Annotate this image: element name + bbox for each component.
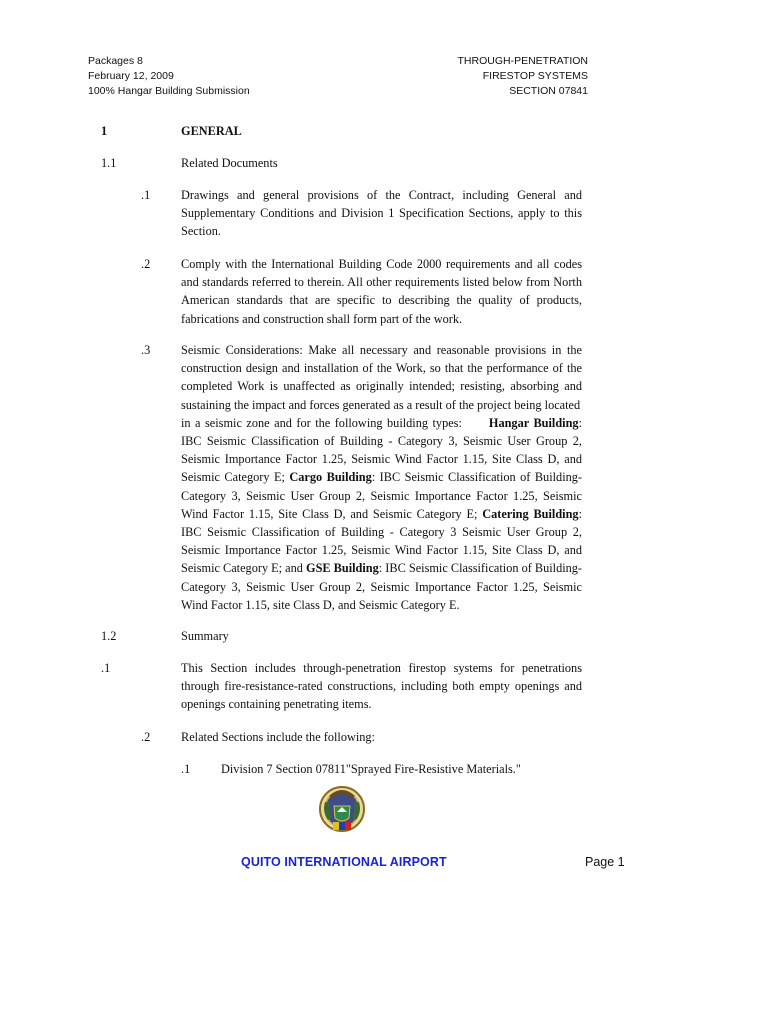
paragraph-line: Category 3, Seismic User Group 2, Seismic Importance Factor 1.25, Seismic [181, 579, 582, 594]
paragraph-line: Wind Factor 1.15, site Class D, and Seismic Category E. [181, 597, 460, 612]
paragraph-section-includes [181, 659, 582, 714]
paragraph-line: IBC Seismic Classification of Building - Category 3, Seismic User Group 2, [181, 434, 582, 449]
section-number: 1 [101, 124, 108, 138]
cargo-building-label: Cargo Building [289, 470, 372, 485]
paragraph-line: Section. [181, 224, 221, 239]
paragraph-line: completed Work is unaffected as originally intended; resisting, absorbing and [181, 379, 582, 394]
related-section-item: Division 7 Section 07811"Sprayed Fire-Resistive Materials." [221, 762, 521, 776]
item-number: .1 [181, 762, 191, 776]
paragraph-line [181, 414, 582, 432]
paragraph-line: Drawings and general provisions of the Contract, including General and [181, 188, 582, 202]
item-number: .3 [141, 343, 151, 357]
catering-building-label: Catering Building [482, 506, 579, 521]
paragraph-line: Category 3, Seismic User Group 2, Seismic Importance Factor 1.25, Seismic [181, 488, 582, 503]
paragraph-line: and standards referred to therein. All other requirements listed below from North [181, 275, 582, 290]
paragraph-related-sections: Related Sections include the following: [181, 730, 375, 744]
header-section-number: SECTION 07841 [509, 85, 588, 97]
paragraph-line: This Section includes through-penetration firestop systems for penetrations [181, 661, 582, 675]
paragraph-line: Seismic Considerations: Make all necessary and reasonable provisions in the [181, 343, 582, 357]
text-run: : [578, 506, 582, 521]
header-package: Packages 8 [88, 55, 143, 67]
item-number: .1 [101, 661, 111, 675]
paragraph-drawings [181, 186, 582, 241]
paragraph-line: through fire-resistance-rated constructions, including both empty openings and [181, 679, 582, 694]
text-run: in a seismic zone and for the following building types: [181, 415, 462, 430]
footer-page-number: Page 1 [585, 855, 625, 869]
gse-building-label: GSE Building [306, 561, 379, 576]
header-date: February 12, 2009 [88, 70, 174, 82]
text-run: : IBC Seismic Classification of Building- [371, 470, 582, 485]
subsection-title-related-documents: Related Documents [181, 156, 278, 170]
paragraph-comply [181, 255, 582, 328]
header-submission: 100% Hangar Building Submission [88, 85, 250, 97]
paragraph-line: Supplementary Conditions and Division 1 Specification Sections, apply to this [181, 206, 582, 221]
paragraph-line [181, 468, 582, 486]
item-number: .1 [141, 188, 151, 202]
item-number: .2 [141, 730, 151, 744]
section-title: GENERAL [181, 124, 242, 138]
paragraph-line: Seismic Importance Factor 1.25, Seismic Wind Factor 1.15, Site Class D, and [181, 452, 582, 467]
text-run: Wind Factor 1.15, Site Class D, and Seismic Category E; [181, 506, 483, 521]
paragraph-line: sustaining the impact and forces generated as a result of the project being located [181, 397, 581, 412]
paragraph-line: American standards that are specific to describing the quality of products, [181, 293, 582, 308]
text-run: Seismic Category E; and [181, 561, 306, 576]
subsection-number-1-2: 1.2 [101, 629, 117, 643]
paragraph-line: Seismic Importance Factor 1.25, Seismic Wind Factor 1.15, Site Class D, and [181, 543, 582, 558]
header-title-2: FIRESTOP SYSTEMS [482, 70, 588, 82]
item-number: .2 [141, 257, 151, 271]
header-right [458, 54, 588, 99]
paragraph-line [181, 505, 582, 523]
paragraph-seismic [181, 341, 582, 614]
paragraph-line: Comply with the International Building Code 2000 requirements and all codes [181, 257, 582, 271]
hangar-building-label: Hangar Building [488, 415, 579, 430]
paragraph-line [181, 559, 582, 577]
footer-airport-title: QUITO INTERNATIONAL AIRPORT [241, 855, 447, 869]
paragraph-line: fabrications and construction shall form part of the work. [181, 311, 463, 326]
text-run: : [578, 415, 582, 430]
text-run: Seismic Category E; [181, 470, 290, 485]
paragraph-line: openings containing penetrating items. [181, 697, 372, 712]
text-run: : IBC Seismic Classification of Building- [378, 561, 583, 576]
subsection-title-summary: Summary [181, 629, 229, 643]
paragraph-line: IBC Seismic Classification of Building - Category 3 Seismic User Group 2, [181, 525, 582, 540]
header-left [88, 54, 250, 99]
subsection-number-1-1: 1.1 [101, 156, 117, 170]
paragraph-line: construction design and installation of the Work, so that the performance of the [181, 361, 582, 376]
header-title-1: THROUGH-PENETRATION [457, 55, 588, 67]
coat-of-arms-seal-icon [316, 782, 368, 834]
